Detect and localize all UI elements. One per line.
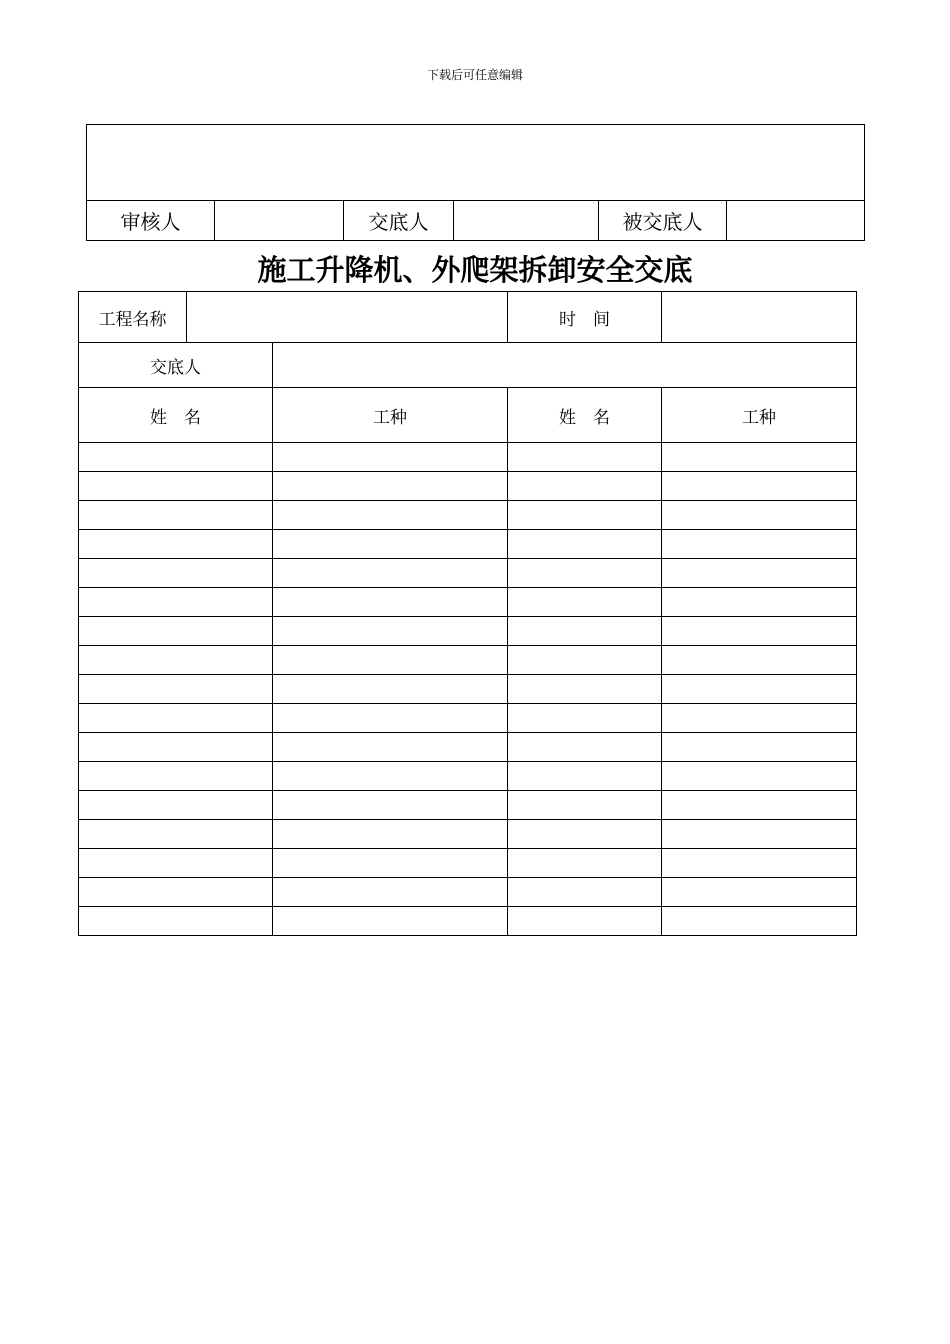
reviewer-label: 审核人	[87, 201, 215, 241]
name-cell[interactable]	[79, 791, 273, 820]
name-cell[interactable]	[79, 443, 273, 472]
trade-cell[interactable]	[273, 646, 508, 675]
discloser-field[interactable]	[273, 343, 857, 388]
name-cell[interactable]	[79, 588, 273, 617]
name-cell[interactable]	[508, 762, 662, 791]
recipient-field[interactable]	[727, 201, 865, 241]
trade-cell[interactable]	[662, 472, 857, 501]
trade-cell[interactable]	[273, 762, 508, 791]
trade-cell[interactable]	[273, 675, 508, 704]
time-field[interactable]	[662, 292, 857, 343]
discloser-label: 交底人	[344, 201, 454, 241]
name-cell[interactable]	[79, 878, 273, 907]
name-cell[interactable]	[79, 530, 273, 559]
column-header-name: 姓 名	[508, 388, 662, 443]
trade-cell[interactable]	[273, 704, 508, 733]
name-cell[interactable]	[508, 530, 662, 559]
trade-cell[interactable]	[662, 588, 857, 617]
column-header-trade: 工种	[273, 388, 508, 443]
name-cell[interactable]	[79, 472, 273, 501]
trade-cell[interactable]	[273, 501, 508, 530]
table-row	[79, 733, 857, 762]
name-cell[interactable]	[508, 675, 662, 704]
trade-cell[interactable]	[662, 849, 857, 878]
recipient-label: 被交底人	[599, 201, 727, 241]
table-row	[79, 646, 857, 675]
name-cell[interactable]	[79, 646, 273, 675]
name-cell[interactable]	[508, 617, 662, 646]
trade-cell[interactable]	[662, 820, 857, 849]
table-row	[79, 791, 857, 820]
trade-cell[interactable]	[273, 530, 508, 559]
name-cell[interactable]	[508, 820, 662, 849]
table-row	[79, 820, 857, 849]
table-row	[79, 559, 857, 588]
name-cell[interactable]	[79, 704, 273, 733]
trade-cell[interactable]	[273, 820, 508, 849]
trade-cell[interactable]	[273, 878, 508, 907]
header-note: 下载后可任意编辑	[426, 68, 523, 82]
name-cell[interactable]	[79, 907, 273, 936]
name-cell[interactable]	[508, 704, 662, 733]
trade-cell[interactable]	[662, 878, 857, 907]
signature-table	[86, 124, 865, 241]
name-cell[interactable]	[79, 820, 273, 849]
table-row	[79, 907, 857, 936]
name-cell[interactable]	[508, 849, 662, 878]
disclosure-table	[78, 291, 857, 936]
table-row	[79, 588, 857, 617]
trade-cell[interactable]	[273, 791, 508, 820]
table-row	[79, 675, 857, 704]
trade-cell[interactable]	[273, 559, 508, 588]
name-cell[interactable]	[508, 501, 662, 530]
name-cell[interactable]	[508, 878, 662, 907]
trade-cell[interactable]	[662, 617, 857, 646]
trade-cell[interactable]	[662, 675, 857, 704]
trade-cell[interactable]	[662, 646, 857, 675]
name-cell[interactable]	[508, 443, 662, 472]
table-row	[79, 443, 857, 472]
trade-cell[interactable]	[662, 530, 857, 559]
document-title: 施工升降机、外爬架拆卸安全交底	[257, 253, 693, 287]
table-row	[79, 878, 857, 907]
table-row	[79, 849, 857, 878]
name-cell[interactable]	[508, 791, 662, 820]
name-cell[interactable]	[79, 849, 273, 878]
trade-cell[interactable]	[662, 907, 857, 936]
name-cell[interactable]	[79, 559, 273, 588]
trade-cell[interactable]	[273, 617, 508, 646]
name-cell[interactable]	[508, 907, 662, 936]
table-row	[79, 762, 857, 791]
name-cell[interactable]	[508, 559, 662, 588]
trade-cell[interactable]	[273, 849, 508, 878]
reviewer-field[interactable]	[215, 201, 344, 241]
name-cell[interactable]	[508, 733, 662, 762]
trade-cell[interactable]	[662, 791, 857, 820]
table-row	[79, 704, 857, 733]
disclosure-content-area[interactable]	[87, 125, 865, 201]
table-row	[79, 472, 857, 501]
name-cell[interactable]	[79, 675, 273, 704]
trade-cell[interactable]	[662, 704, 857, 733]
trade-cell[interactable]	[273, 588, 508, 617]
project-name-field[interactable]	[187, 292, 508, 343]
name-cell[interactable]	[79, 501, 273, 530]
column-header-trade: 工种	[662, 388, 857, 443]
name-cell[interactable]	[79, 762, 273, 791]
discloser-label: 交底人	[79, 343, 273, 388]
table-row	[79, 617, 857, 646]
name-cell[interactable]	[79, 733, 273, 762]
trade-cell[interactable]	[273, 907, 508, 936]
trade-cell[interactable]	[662, 559, 857, 588]
trade-cell[interactable]	[662, 443, 857, 472]
column-header-name: 姓 名	[79, 388, 273, 443]
trade-cell[interactable]	[273, 472, 508, 501]
discloser-field[interactable]	[454, 201, 599, 241]
table-row	[79, 501, 857, 530]
name-cell[interactable]	[508, 646, 662, 675]
trade-cell[interactable]	[273, 443, 508, 472]
table-row	[79, 530, 857, 559]
time-label: 时 间	[508, 292, 662, 343]
name-cell[interactable]	[508, 472, 662, 501]
trade-cell[interactable]	[662, 762, 857, 791]
trade-cell[interactable]	[662, 501, 857, 530]
name-cell[interactable]	[508, 588, 662, 617]
name-cell[interactable]	[79, 617, 273, 646]
project-name-label: 工程名称	[79, 292, 187, 343]
trade-cell[interactable]	[662, 733, 857, 762]
trade-cell[interactable]	[273, 733, 508, 762]
